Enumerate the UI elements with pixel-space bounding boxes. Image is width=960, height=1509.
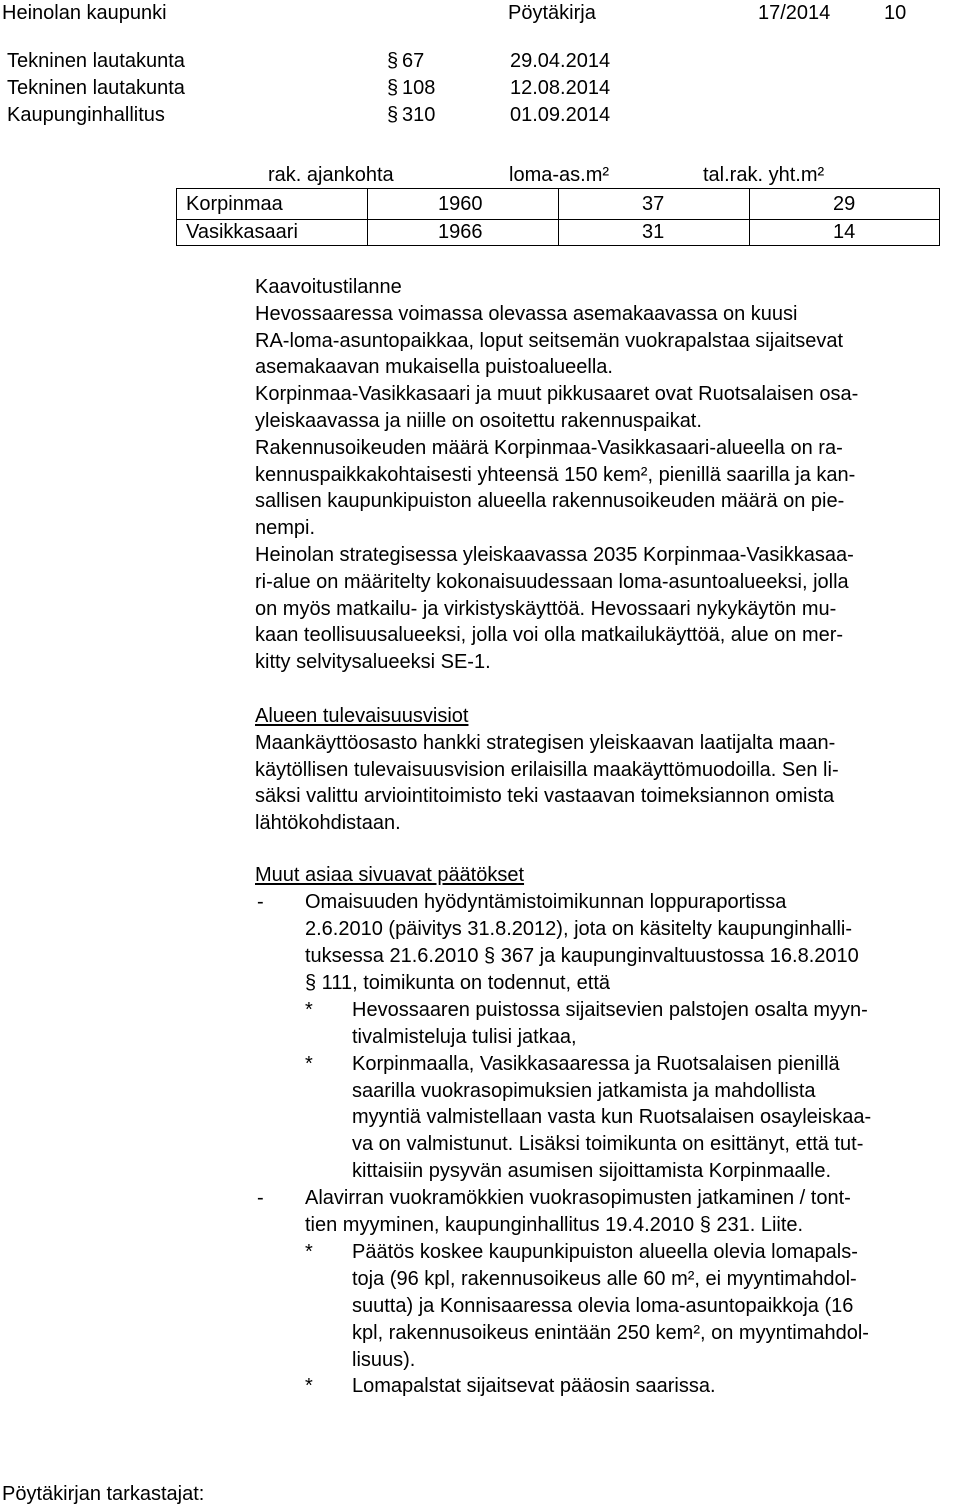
paragraph-line: Rakennusoikeuden määrä Korpinmaa-Vasikkasaari-alueella on ra- — [255, 436, 843, 459]
paragraph-line: lähtökohdistaan. — [255, 812, 401, 835]
organization-name: Heinolan kaupunki — [2, 2, 167, 24]
paragraph-symbol: § — [387, 77, 399, 99]
list-line: § 111, toimikunta on todennut, että — [305, 972, 611, 994]
page-number: 10 — [884, 2, 907, 24]
sublist-line: Korpinmaalla, Vasikkasaaressa ja Ruotsalaisen pienillä — [352, 1053, 840, 1075]
build-year: 1960 — [438, 193, 483, 215]
paragraph-line: nempi. — [255, 517, 316, 540]
meeting-date: 01.09.2014 — [510, 104, 611, 126]
list-line: 2.6.2010 (päivitys 31.8.2012), jota on käsitelty kaupunginhalli- — [305, 918, 853, 940]
sublist-line: Päätös koskee kaupunkipuiston alueella olevia lomapals- — [352, 1241, 858, 1263]
paragraph-line: yleiskaavassa ja niille on osoitettu rakennuspaikat. — [255, 409, 702, 432]
paragraph-line: kaan teollisuusalueeksi, jolla voi olla matkailukäyttöä, alue on mer- — [255, 624, 844, 647]
meeting-paragraph-number: 310 — [402, 104, 436, 126]
list-line: Omaisuuden hyödyntämistoimikunnan loppuraportissa — [305, 891, 787, 913]
paragraph-line: ri-alue on määritelty kokonaisuudessaan loma-asuntoalueeksi, jolla — [255, 570, 849, 593]
vision-heading: Alueen tulevaisuusvisiot — [255, 705, 469, 727]
meeting-body: Tekninen lautakunta — [7, 50, 185, 72]
paragraph-line: Korpinmaa-Vasikkasaari ja muut pikkusaaret ovat Ruotsalaisen osa- — [255, 383, 859, 406]
sublist-line: lisuus). — [352, 1349, 416, 1371]
table-rule — [939, 188, 940, 246]
holiday-area: 31 — [642, 221, 665, 243]
paragraph-line: asemakaavan mukaisella puistoalueella. — [255, 356, 613, 379]
sublist-line: suutta) ja Konnisaaressa olevia loma-asuntopaikkoja (16 — [352, 1295, 854, 1317]
paragraph-symbol: § — [387, 104, 399, 126]
sublist-line: va on valmistunut. Lisäksi toimikunta on esittänyt, että tut- — [352, 1133, 864, 1155]
decisions-heading: Muut asiaa sivuavat päätökset — [255, 864, 525, 886]
sublist-line: Hevossaaren puistossa sijaitsevien palstojen osalta myyn- — [352, 999, 868, 1021]
sublist-line: Lomapalstat sijaitsevat pääosin saarissa. — [352, 1375, 716, 1397]
area-name: Korpinmaa — [186, 193, 283, 215]
paragraph-line: Heinolan strategisessa yleiskaavassa 2035 Korpinmaa-Vasikkasaa- — [255, 543, 854, 566]
sublist-line: kpl, rakennusoikeus enintään 250 kem², on myyntimahdol- — [352, 1322, 869, 1344]
asterisk-marker: * — [305, 1053, 313, 1075]
meeting-date: 12.08.2014 — [510, 77, 611, 99]
build-year: 1966 — [438, 221, 483, 243]
meeting-paragraph-number: 108 — [402, 77, 436, 99]
area-name: Vasikkasaari — [186, 221, 298, 243]
paragraph-symbol: § — [387, 50, 399, 72]
table-rule — [176, 188, 177, 246]
sublist-line: tivalmisteluja tulisi jatkaa, — [352, 1026, 577, 1048]
paragraph-line: sallisen kaupunkipuiston alueella rakennusoikeuden määrä on pie- — [255, 490, 845, 513]
paragraph-line: Hevossaaressa voimassa olevassa asemakaavassa on kuusi — [255, 302, 798, 325]
reviewers-label: Pöytäkirjan tarkastajat: — [2, 1483, 205, 1505]
table-header-cell: loma-as.m² — [509, 164, 610, 186]
meeting-paragraph-number: 67 — [402, 50, 425, 72]
paragraph-line: kennuspaikkakohtaisesti yhteensä 150 kem², pienillä saarilla ja kan- — [255, 463, 856, 486]
dash-marker: - — [257, 1187, 264, 1209]
sublist-line: kittaisiin pysyvän asumisen sijoittamista Korpinmaalle. — [352, 1160, 832, 1182]
building-data-table — [176, 162, 940, 246]
table-header-cell: tal.rak. yht.m² — [703, 164, 825, 186]
paragraph-line: RA-loma-asuntopaikkaa, loput seitsemän vuokrapalstaa sijaitsevat — [255, 329, 844, 352]
asterisk-marker: * — [305, 1241, 313, 1263]
table-header-cell: rak. ajankohta — [268, 164, 394, 186]
sublist-line: saarilla vuokrasopimuksien jatkamista ja mahdollista — [352, 1080, 816, 1102]
document-number: 17/2014 — [758, 2, 831, 24]
meeting-body: Tekninen lautakunta — [7, 77, 185, 99]
asterisk-marker: * — [305, 1375, 313, 1397]
total-area: 14 — [833, 221, 856, 243]
zoning-section — [255, 274, 955, 676]
table-rule — [749, 188, 750, 246]
paragraph-line: säksi valittu arviointitoimisto teki vastaavan toimeksiannon omista — [255, 785, 835, 808]
meeting-body: Kaupunginhallitus — [7, 104, 165, 126]
paragraph-line: kitty selvitysalueeksi SE-1. — [255, 651, 491, 674]
paragraph-line: käytöllisen tulevaisuusvision erilaisilla maakäyttömuodoilla. Sen li- — [255, 758, 839, 781]
vision-section — [255, 703, 955, 837]
holiday-area: 37 — [642, 193, 665, 215]
table-rule — [367, 188, 368, 246]
asterisk-marker: * — [305, 999, 313, 1021]
meeting-date: 29.04.2014 — [510, 50, 611, 72]
list-line: Alavirran vuokramökkien vuokrasopimusten jatkaminen / tont- — [305, 1187, 851, 1209]
dash-marker: - — [257, 891, 264, 913]
total-area: 29 — [833, 193, 856, 215]
paragraph-line: Maankäyttöosasto hankki strategisen yleiskaavan laatijalta maan- — [255, 731, 836, 754]
table-rule — [558, 188, 559, 246]
list-line: tien myyminen, kaupunginhallitus 19.4.2010 § 231. Liite. — [305, 1214, 804, 1236]
sublist-line: myyntiä valmistellaan vasta kun Ruotsalaisen osayleiskaa- — [352, 1106, 872, 1128]
sublist-line: toja (96 kpl, rakennusoikeus alle 60 m², ei myyntimahdol- — [352, 1268, 857, 1290]
zoning-heading: Kaavoitustilanne — [255, 276, 402, 298]
paragraph-line: on myös matkailu- ja virkistyskäyttöä. Hevossaari nykykäytön mu- — [255, 597, 837, 620]
list-line: tuksessa 21.6.2010 § 367 ja kaupunginvaltuustossa 16.8.2010 — [305, 945, 859, 967]
document-type: Pöytäkirja — [508, 2, 596, 24]
